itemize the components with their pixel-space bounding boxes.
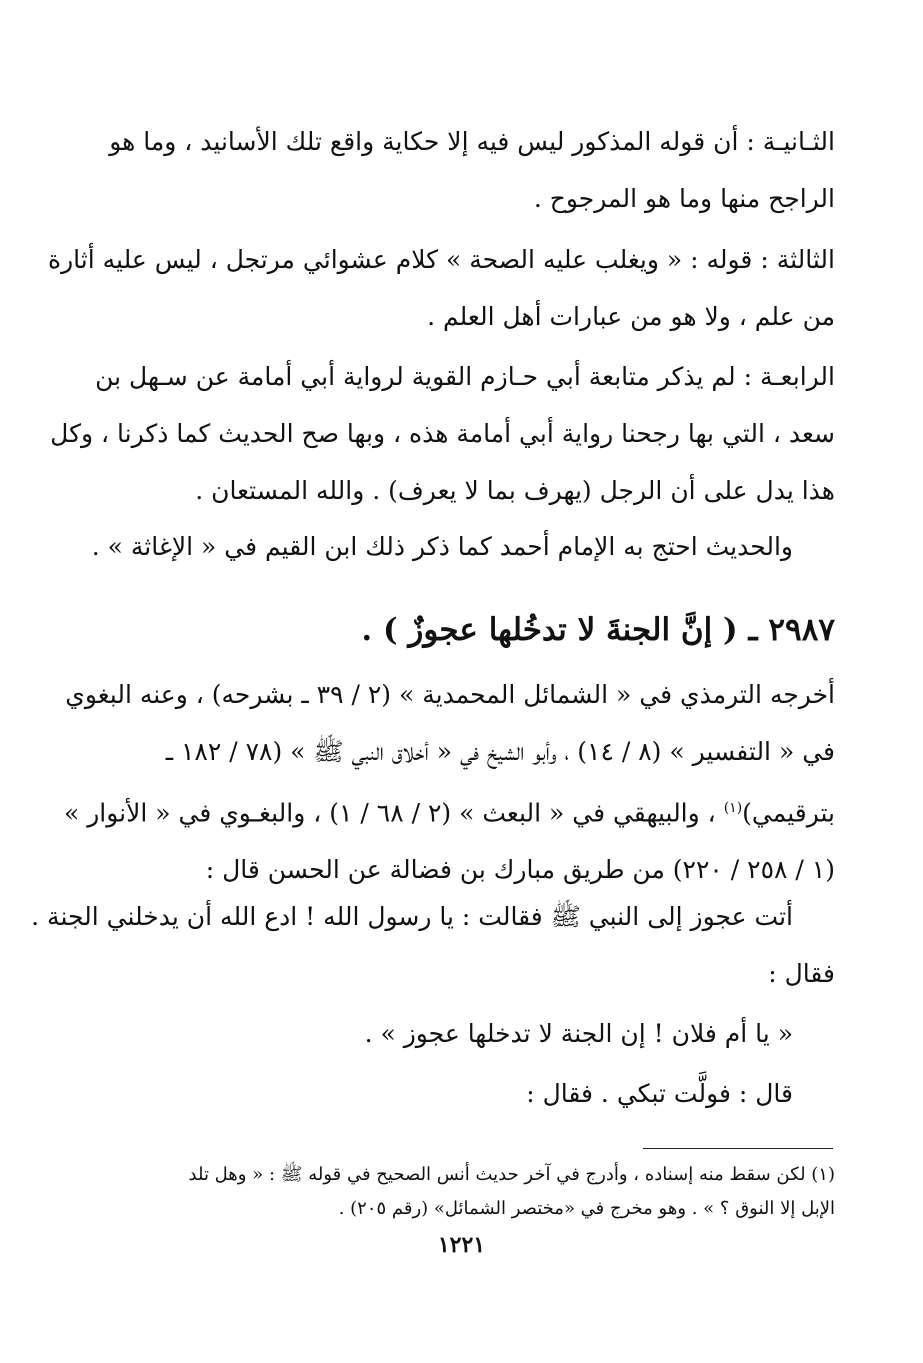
paragraph-fourth-point (50, 348, 835, 519)
footnote (88, 1158, 835, 1226)
text-line-with-footnote (63, 780, 835, 841)
text-line: في « التفسير » (٨ / ١٤) ، وأبو الشيخ في « أخلاق النبي ﷺ » (٧٨ / ١٨٢ ـ (165, 737, 835, 766)
footnote-line: الإبل إلا النوق ؟ » . وهو مخرج في «مختصر الشمائل» (رقم ٢٠٥) . (338, 1198, 835, 1219)
text-line: الرابعـة : لم يذكر متابعة أبي حـازم القوية لرواية أبي أمامة عن سـهل بن (95, 362, 835, 391)
text-line: أتت عجوز إلى النبي ﷺ فقالت : يا رسول الله ! ادع الله أن يدخلني الجنة . (31, 902, 793, 931)
paragraph-narration (31, 888, 835, 1002)
hadith-heading: ٢٩٨٧ ـ ( إنَّ الجنةَ لا تدخُلها عجوزٌ ) . (361, 612, 835, 648)
text-segment: بترقيمي) (742, 798, 835, 828)
text-line: من علم ، ولا هو من عبارات أهل العلم . (427, 302, 835, 331)
prophet-quote: « يا أم فلان ! إن الجنة لا تدخلها عجوز » . (364, 1019, 793, 1048)
text-line: سعد ، التي بها رجحنا رواية أبي أمامة هذه ، وبها صح الحديث كما ذكرنا ، وكل (50, 419, 835, 448)
text-line: هذا يدل على أن الرجل (يهرف بما لا يعرف) . والله المستعان . (195, 476, 835, 505)
text-line: (١ / ٢٥٨ / ٢٢٠) من طريق مبارك بن فضالة عن الحسن قال : (205, 855, 835, 885)
page-number: ١٢٢١ (437, 1232, 486, 1258)
footnote-line: (١) لكن سقط منه إسناده ، وأدرج في آخر حديث أنس الصحيح في قوله ﷺ : « وهل تلد (188, 1164, 835, 1185)
text-line: أخرجه الترمذي في « الشمائل المحمدية » (٢ / ٣٩ ـ بشرحه) ، وعنه البغوي (65, 680, 835, 709)
narration-continuation: قال : فولَّت تبكي . فقال : (526, 1079, 793, 1108)
text-line: الثالثة : قوله : « ويغلب عليه الصحة » كلام عشوائي مرتجل ، ليس عليه أثارة (48, 245, 835, 274)
paragraph-takhrij (63, 666, 835, 898)
text-line: فقال : (768, 959, 835, 988)
footnote-separator (643, 1148, 833, 1149)
paragraph-ahmad-reference (88, 518, 793, 575)
text-segment: ، والبيهقي في « البعث » (٢ / ٦٨ / ١) ، والبغـوي في « الأنوار » (63, 798, 716, 828)
text-line: الثـانيـة : أن قوله المذكور ليس فيه إلا حكاية واقع تلك الأسانيد ، وما هو (109, 127, 835, 156)
text-line: الراجح منها وما هو المرجوح . (533, 184, 835, 213)
paragraph-second-point (88, 113, 835, 227)
paragraph-third-point (48, 231, 835, 345)
text-line: والحديث احتج به الإمام أحمد كما ذكر ذلك ابن القيم في « الإغاثة » . (91, 532, 793, 561)
footnote-marker: (١) (723, 800, 743, 816)
